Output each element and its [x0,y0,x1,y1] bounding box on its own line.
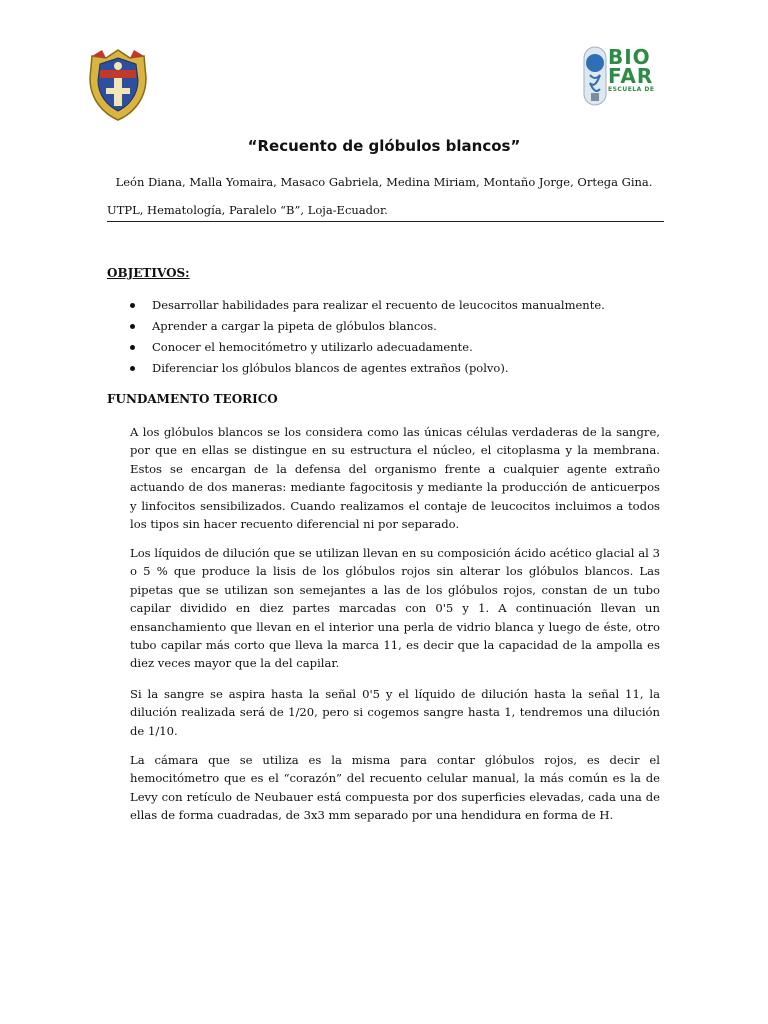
bullet-icon [130,345,135,350]
objective-text: Conocer el hemocitómetro y utilizarlo adecuadamente. [152,340,473,354]
paragraph: La cámara que se utiliza es la misma para contar glóbulos rojos, es decir el hemocitómetro que es el “corazón” del recuento celular manual, la más común es la de Levy con retículo de Neubauer está compuesta por dos superficies elevadas, cada una de ellas de forma cuadradas, de 3x3 mm separado por una hendidura en forma de H. [130,753,660,823]
list-item [130,360,670,381]
header-divider [107,221,664,222]
list-item [130,339,670,360]
objective-text: Diferenciar los glóbulos blancos de agentes extraños (polvo). [152,361,509,375]
bullet-icon [130,303,135,308]
authors-line: León Diana, Malla Yomaira, Masaco Gabriela, Medina Miriam, Montaño Jorge, Ortega Gina. [115,175,653,189]
institution-line: UTPL, Hematología, Paralelo “B”, Loja-Ecuador. [107,203,388,217]
list-item [130,318,670,339]
bullet-icon [130,324,135,329]
list-item [130,297,670,318]
biofar-line2: FAR [608,64,654,88]
paragraph: Si la sangre se aspira hasta la señal 0'5 y el líquido de dilución hasta la señal 11, la dilución realizada será de 1/20, pero si cogemos sangre hasta 1, tendremos una dilución de 1/10. [130,687,660,738]
biofar-line3: ESCUELA DE [608,86,655,93]
paragraph: Los líquidos de dilución que se utilizan llevan en su composición ácido acético glacial al 3 o 5 % que produce la lisis de los glóbulos rojos sin alterar los glóbulos blancos. Las pipetas que se utilizan son semejantes a las de los glóbulos rojos, constan de un tubo capilar dividido en diez partes marcadas con 0'5 y 1. A continuación llevan un ensanchamiento que llevan en el interior una perla de vidrio blanca y luego de éste, otro tubo capilar más corto que lleva la marca 11, es decir que la capacidad de la ampolla es diez veces mayor que la del capilar. [130,546,660,671]
university-crest-logo [86,48,150,122]
bullet-icon [130,366,135,371]
objectives-heading: OBJETIVOS: [107,266,190,280]
biofar-wordmark [608,45,655,93]
document-title: “Recuento de glóbulos blancos” [247,137,521,155]
objectives-list [130,297,670,381]
paragraph: A los glóbulos blancos se los considera como las únicas células verdaderas de la sangre, por que en ellas se distingue en su estructura el núcleo, el citoplasma y la membrana. Estos se encargan de la defensa del organismo frente a cualquier agente extraño actuando de dos maneras: mediante fagocitosis y mediante la producción de anticuerpos y linfocitos sensibilizados. Cuando realizamos el contaje de leucocitos incluimos a todos los tipos sin hacer recuento diferencial ni por separado. [130,425,660,532]
biofar-line1: BIO [608,45,651,69]
objective-text: Aprender a cargar la pipeta de glóbulos blancos. [152,319,437,333]
fundamento-heading: FUNDAMENTO TEORICO [107,392,278,406]
objective-text: Desarrollar habilidades para realizar el recuento de leucocitos manualmente. [152,298,605,312]
